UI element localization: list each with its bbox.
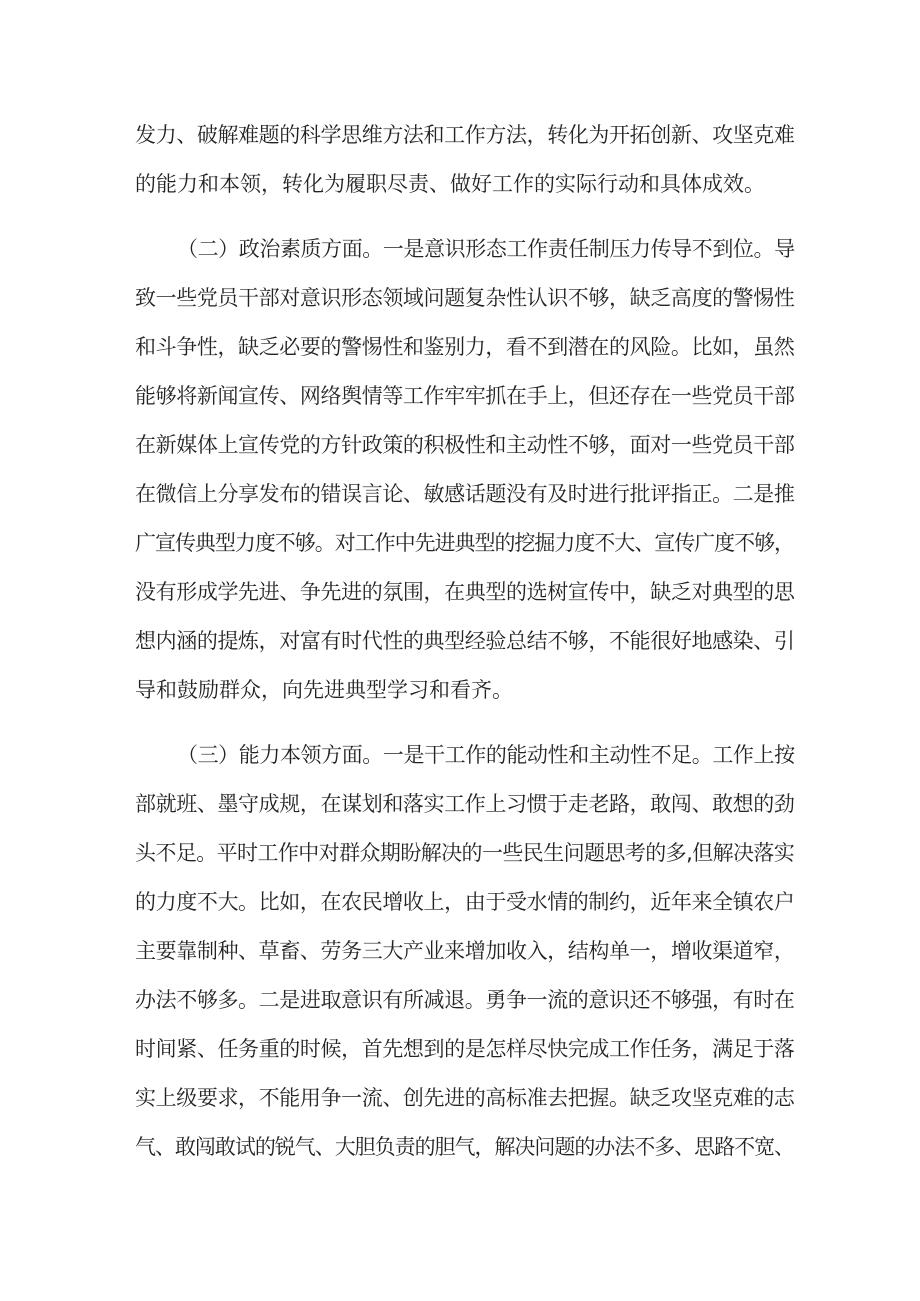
text-line: 广宣传典型力度不够。对工作中先进典型的挖掘力度不大、宣传广度不够， [135, 531, 795, 555]
text-line: 气、敢闯敢试的锐气、大胆负责的胆气，解决问题的办法不多、思路不宽、 [135, 1135, 795, 1159]
text-line: 办法不够多。二是进取意识有所减退。勇争一流的意识还不够强，有时在 [135, 988, 795, 1012]
text-line: 发力、破解难题的科学思维方法和工作方法，转化为开拓创新、攻坚克难 [135, 123, 795, 147]
section-heading-line: （二）政治素质方面。一是意识形态工作责任制压力传导不到位。导 [177, 237, 795, 261]
text-line: 主要靠制种、草畜、劳务三大产业来增加收入，结构单一，增收渠道窄， [135, 939, 795, 963]
text-line: 实上级要求，不能用争一流、创先进的高标准去把握。缺乏攻坚克难的志 [135, 1086, 795, 1110]
text-line: 时间紧、任务重的时候，首先想到的是怎样尽快完成工作任务，满足于落 [135, 1037, 795, 1061]
text-line: 头不足。平时工作中对群众期盼解决的一些民生问题思考的多,但解决落实 [135, 841, 795, 865]
text-line: 在新媒体上宣传党的方针政策的积极性和主动性不够，面对一些党员干部 [135, 433, 795, 457]
text-line: 的力度不大。比如，在农民增收上，由于受水情的制约，近年来全镇农户 [135, 890, 795, 914]
text-line: 能够将新闻宣传、网络舆情等工作牢牢抓在手上，但还存在一些党员干部 [135, 384, 795, 408]
text-line: 部就班、墨守成规，在谋划和落实工作上习惯于走老路，敢闯、敢想的劲 [135, 792, 795, 816]
section-heading-line: （三）能力本领方面。一是干工作的能动性和主动性不足。工作上按 [177, 743, 795, 767]
text-line: 和斗争性，缺乏必要的警惕性和鉴别力，看不到潜在的风险。比如，虽然 [135, 335, 795, 359]
text-line: 在微信上分享发布的错误言论、敏感话题没有及时进行批评指正。二是推 [135, 482, 795, 506]
text-line: 的能力和本领，转化为履职尽责、做好工作的实际行动和具体成效。 [135, 172, 765, 196]
text-line: 想内涵的提炼，对富有时代性的典型经验总结不够，不能很好地感染、引 [135, 629, 795, 653]
text-line: 没有形成学先进、争先进的氛围，在典型的选树宣传中，缺乏对典型的思 [135, 580, 795, 604]
text-line: 导和鼓励群众，向先进典型学习和看齐。 [135, 678, 513, 702]
text-line: 致一些党员干部对意识形态领域问题复杂性认识不够，缺乏高度的警惕性 [135, 286, 795, 310]
